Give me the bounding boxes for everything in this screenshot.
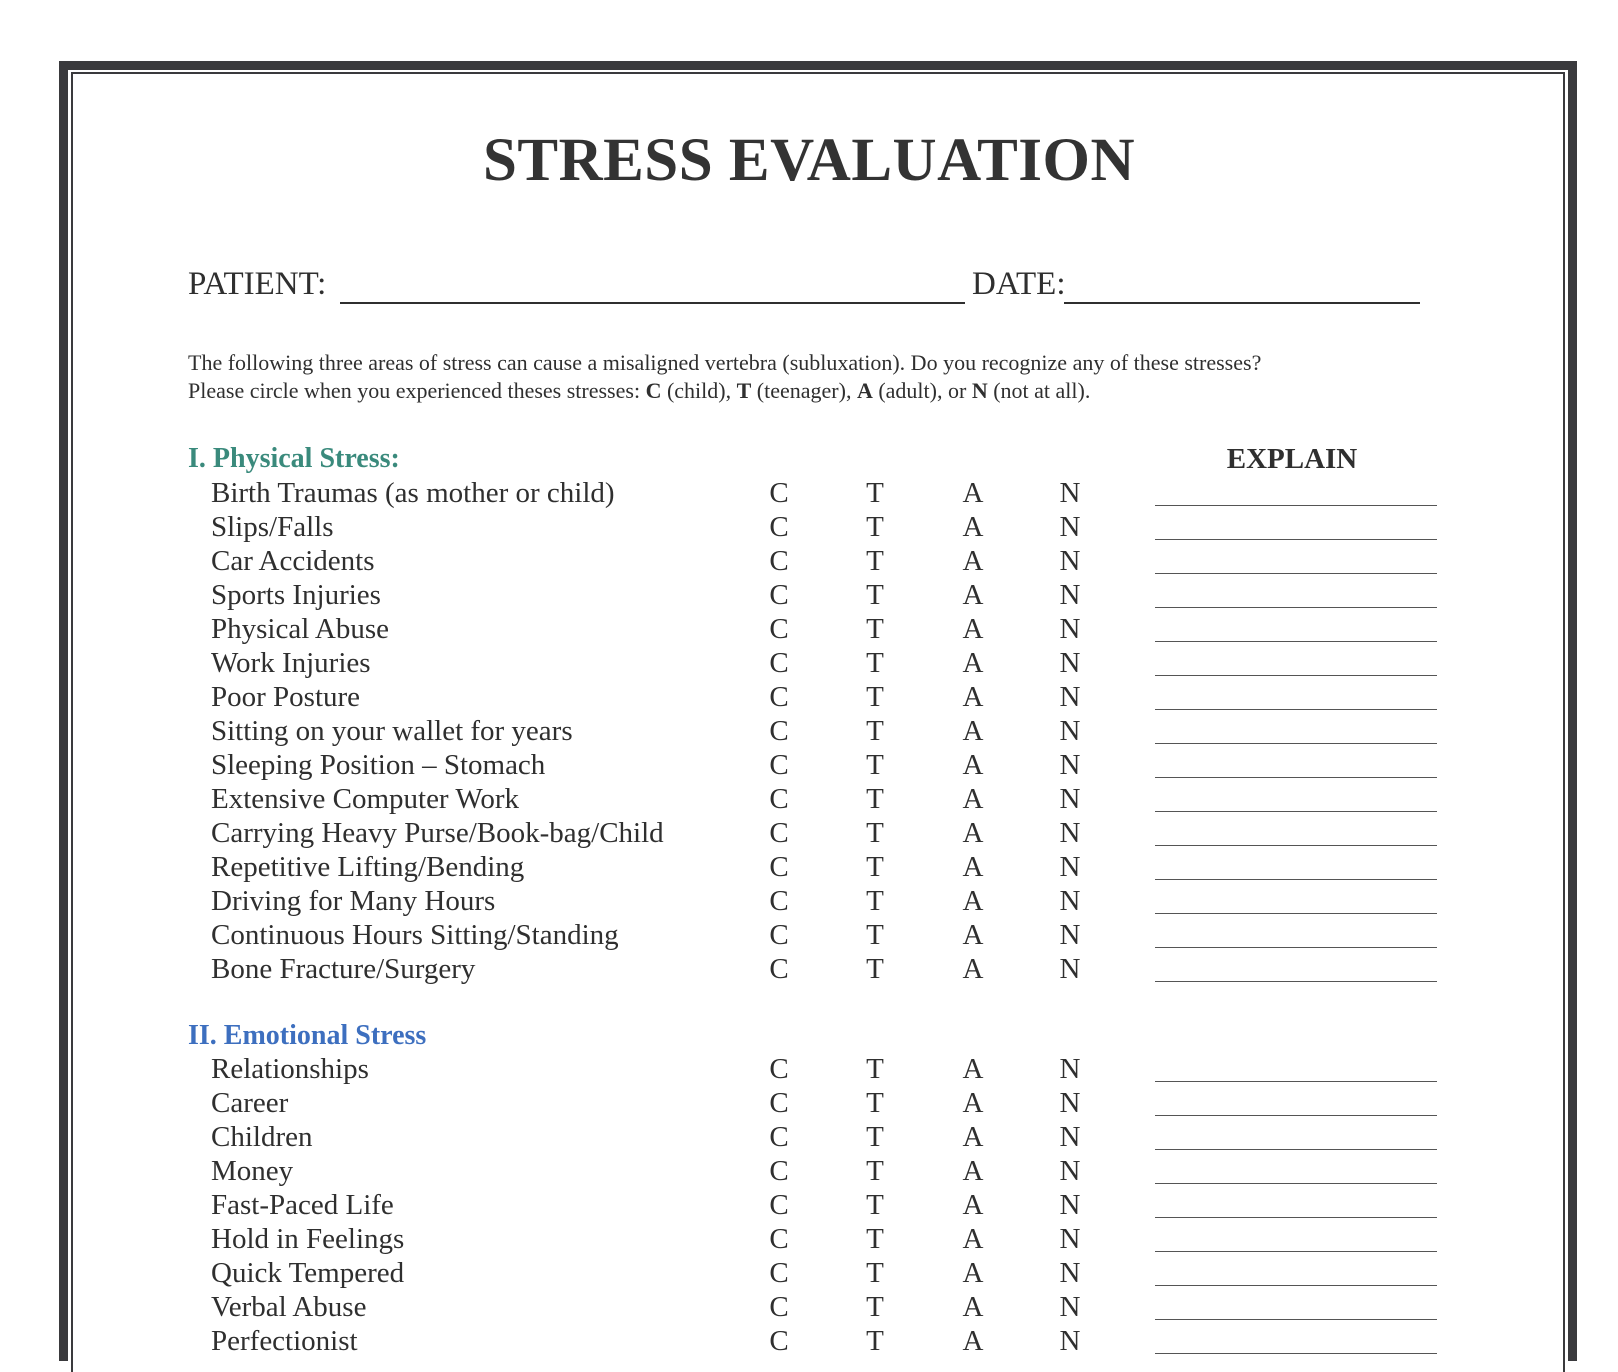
question-row bbox=[0, 884, 1618, 918]
explain-field[interactable] bbox=[1155, 913, 1437, 914]
option-adult[interactable]: A bbox=[962, 1325, 984, 1357]
option-adult[interactable]: A bbox=[962, 1121, 984, 1153]
question-label: Sitting on your wallet for years bbox=[211, 715, 573, 747]
question-label: Driving for Many Hours bbox=[211, 885, 496, 917]
question-label: Carrying Heavy Purse/Book-bag/Child bbox=[211, 817, 664, 849]
explain-field[interactable] bbox=[1155, 505, 1437, 506]
question-row bbox=[0, 1222, 1618, 1256]
explain-field[interactable] bbox=[1155, 1183, 1437, 1184]
option-teenager[interactable]: T bbox=[866, 919, 884, 951]
explain-field[interactable] bbox=[1155, 743, 1437, 744]
option-not-at-all[interactable]: N bbox=[1059, 1189, 1081, 1221]
option-not-at-all[interactable]: N bbox=[1059, 1155, 1081, 1187]
explain-field[interactable] bbox=[1155, 777, 1437, 778]
option-adult[interactable]: A bbox=[962, 1223, 984, 1255]
explain-field[interactable] bbox=[1155, 1081, 1437, 1082]
option-teenager[interactable]: T bbox=[866, 953, 884, 985]
option-child[interactable]: C bbox=[769, 851, 789, 883]
option-child[interactable]: C bbox=[769, 1189, 789, 1221]
option-child[interactable]: C bbox=[769, 817, 789, 849]
option-adult[interactable]: A bbox=[962, 681, 984, 713]
option-child[interactable]: C bbox=[769, 579, 789, 611]
option-adult[interactable]: A bbox=[962, 715, 984, 747]
option-child[interactable]: C bbox=[769, 953, 789, 985]
question-label: Money bbox=[211, 1155, 294, 1187]
option-not-at-all[interactable]: N bbox=[1059, 715, 1081, 747]
explain-field[interactable] bbox=[1155, 675, 1437, 676]
code-teen: T bbox=[736, 378, 752, 403]
option-teenager[interactable]: T bbox=[866, 477, 884, 509]
option-not-at-all[interactable]: N bbox=[1059, 817, 1081, 849]
explain-field[interactable] bbox=[1155, 1353, 1437, 1354]
option-teenager[interactable]: T bbox=[866, 1155, 884, 1187]
code-child-desc: (child), bbox=[661, 378, 737, 403]
option-adult[interactable]: A bbox=[962, 511, 984, 543]
option-adult[interactable]: A bbox=[962, 1257, 984, 1289]
option-child[interactable]: C bbox=[769, 1053, 789, 1085]
option-adult[interactable]: A bbox=[962, 1087, 984, 1119]
option-teenager[interactable]: T bbox=[866, 783, 884, 815]
option-child[interactable]: C bbox=[769, 1087, 789, 1119]
explain-field[interactable] bbox=[1155, 845, 1437, 846]
question-row bbox=[0, 748, 1618, 782]
option-not-at-all[interactable]: N bbox=[1059, 1291, 1081, 1323]
question-label: Slips/Falls bbox=[211, 511, 334, 543]
explain-header: EXPLAIN bbox=[1226, 443, 1358, 475]
question-row bbox=[0, 476, 1618, 510]
option-child[interactable]: C bbox=[769, 545, 789, 577]
option-child[interactable]: C bbox=[769, 477, 789, 509]
option-adult[interactable]: A bbox=[962, 919, 984, 951]
explain-field[interactable] bbox=[1155, 1217, 1437, 1218]
option-adult[interactable]: A bbox=[962, 885, 984, 917]
option-teenager[interactable]: T bbox=[866, 1325, 884, 1357]
explain-field[interactable] bbox=[1155, 981, 1437, 982]
section-physical-stress-title: I. Physical Stress: bbox=[188, 443, 400, 474]
option-teenager[interactable]: T bbox=[866, 1223, 884, 1255]
explain-field[interactable] bbox=[1155, 1115, 1437, 1116]
option-child[interactable]: C bbox=[769, 647, 789, 679]
question-row bbox=[0, 1052, 1618, 1086]
option-child[interactable]: C bbox=[769, 919, 789, 951]
option-adult[interactable]: A bbox=[962, 817, 984, 849]
option-child[interactable]: C bbox=[769, 1121, 789, 1153]
explain-field[interactable] bbox=[1155, 539, 1437, 540]
question-label: Repetitive Lifting/Bending bbox=[211, 851, 525, 883]
question-label: Perfectionist bbox=[211, 1325, 358, 1357]
option-adult[interactable]: A bbox=[962, 783, 984, 815]
patient-field[interactable] bbox=[340, 302, 965, 304]
question-label: Fast-Paced Life bbox=[211, 1189, 394, 1221]
option-child[interactable]: C bbox=[769, 1223, 789, 1255]
option-not-at-all[interactable]: N bbox=[1059, 1257, 1081, 1289]
patient-label: PATIENT: bbox=[188, 266, 327, 302]
question-row bbox=[0, 714, 1618, 748]
option-adult[interactable]: A bbox=[962, 953, 984, 985]
question-label: Physical Abuse bbox=[211, 613, 390, 645]
explain-field[interactable] bbox=[1155, 947, 1437, 948]
option-child[interactable]: C bbox=[769, 511, 789, 543]
option-not-at-all[interactable]: N bbox=[1059, 613, 1081, 645]
option-teenager[interactable]: T bbox=[866, 817, 884, 849]
question-row bbox=[0, 1154, 1618, 1188]
question-row bbox=[0, 782, 1618, 816]
question-row bbox=[0, 510, 1618, 544]
question-row bbox=[0, 850, 1618, 884]
question-label: Bone Fracture/Surgery bbox=[211, 953, 476, 985]
option-adult[interactable]: A bbox=[962, 579, 984, 611]
option-adult[interactable]: A bbox=[962, 1291, 984, 1323]
explain-field[interactable] bbox=[1155, 607, 1437, 608]
option-not-at-all[interactable]: N bbox=[1059, 579, 1081, 611]
question-label: Hold in Feelings bbox=[211, 1223, 405, 1255]
section-emotional-stress-title: II. Emotional Stress bbox=[188, 1020, 427, 1051]
question-row bbox=[0, 1324, 1618, 1358]
option-teenager[interactable]: T bbox=[866, 1053, 884, 1085]
explain-field[interactable] bbox=[1155, 709, 1437, 710]
instructions-prefix: Please circle when you experienced theses stresses: bbox=[188, 378, 646, 403]
option-teenager[interactable]: T bbox=[866, 681, 884, 713]
option-child[interactable]: C bbox=[769, 783, 789, 815]
option-adult[interactable]: A bbox=[962, 1189, 984, 1221]
question-label: Car Accidents bbox=[211, 545, 375, 577]
question-row bbox=[0, 680, 1618, 714]
option-adult[interactable]: A bbox=[962, 647, 984, 679]
question-row bbox=[0, 1086, 1618, 1120]
option-teenager[interactable]: T bbox=[866, 613, 884, 645]
option-not-at-all[interactable]: N bbox=[1059, 851, 1081, 883]
code-none: N bbox=[971, 378, 988, 403]
question-label: Birth Traumas (as mother or child) bbox=[211, 477, 615, 509]
option-not-at-all[interactable]: N bbox=[1059, 545, 1081, 577]
option-not-at-all[interactable]: N bbox=[1059, 1325, 1081, 1357]
option-child[interactable]: C bbox=[769, 715, 789, 747]
question-row bbox=[0, 612, 1618, 646]
option-teenager[interactable]: T bbox=[866, 647, 884, 679]
code-teen-desc: (teenager), bbox=[751, 378, 857, 403]
option-not-at-all[interactable]: N bbox=[1059, 1223, 1081, 1255]
option-adult[interactable]: A bbox=[962, 545, 984, 577]
question-row bbox=[0, 918, 1618, 952]
question-label: Poor Posture bbox=[211, 681, 361, 713]
question-row bbox=[0, 1290, 1618, 1324]
option-teenager[interactable]: T bbox=[866, 1257, 884, 1289]
explain-field[interactable] bbox=[1155, 1285, 1437, 1286]
code-child: C bbox=[645, 378, 662, 403]
option-not-at-all[interactable]: N bbox=[1059, 477, 1081, 509]
question-label: Work Injuries bbox=[211, 647, 371, 679]
option-not-at-all[interactable]: N bbox=[1059, 1087, 1081, 1119]
option-adult[interactable]: A bbox=[962, 1155, 984, 1187]
question-label: Children bbox=[211, 1121, 313, 1153]
option-teenager[interactable]: T bbox=[866, 579, 884, 611]
option-child[interactable]: C bbox=[769, 681, 789, 713]
option-adult[interactable]: A bbox=[962, 851, 984, 883]
instructions bbox=[188, 349, 1488, 405]
code-none-desc: (not at all). bbox=[987, 378, 1091, 403]
question-row bbox=[0, 816, 1618, 850]
option-adult[interactable]: A bbox=[962, 749, 984, 781]
option-not-at-all[interactable]: N bbox=[1059, 749, 1081, 781]
question-label: Quick Tempered bbox=[211, 1257, 405, 1289]
option-child[interactable]: C bbox=[769, 1325, 789, 1357]
option-teenager[interactable]: T bbox=[866, 1121, 884, 1153]
option-child[interactable]: C bbox=[769, 1291, 789, 1323]
form-title: STRESS EVALUATION bbox=[482, 127, 1136, 194]
question-label: Career bbox=[211, 1087, 289, 1119]
explain-field[interactable] bbox=[1155, 1319, 1437, 1320]
option-not-at-all[interactable]: N bbox=[1059, 511, 1081, 543]
option-not-at-all[interactable]: N bbox=[1059, 1121, 1081, 1153]
explain-field[interactable] bbox=[1155, 1149, 1437, 1150]
explain-field[interactable] bbox=[1155, 641, 1437, 642]
question-label: Verbal Abuse bbox=[211, 1291, 367, 1323]
explain-field[interactable] bbox=[1155, 573, 1437, 574]
option-not-at-all[interactable]: N bbox=[1059, 953, 1081, 985]
question-row bbox=[0, 578, 1618, 612]
question-label: Extensive Computer Work bbox=[211, 783, 520, 815]
option-teenager[interactable]: T bbox=[866, 749, 884, 781]
option-not-at-all[interactable]: N bbox=[1059, 681, 1081, 713]
question-label: Continuous Hours Sitting/Standing bbox=[211, 919, 619, 951]
option-teenager[interactable]: T bbox=[866, 851, 884, 883]
option-child[interactable]: C bbox=[769, 1155, 789, 1187]
option-adult[interactable]: A bbox=[962, 613, 984, 645]
question-label: Relationships bbox=[211, 1053, 369, 1085]
instructions-line-1: The following three areas of stress can cause a misaligned vertebra (subluxation). Do you recognize any of these stresses? bbox=[188, 350, 1262, 375]
question-row bbox=[0, 1120, 1618, 1154]
question-row bbox=[0, 646, 1618, 680]
question-label: Sleeping Position – Stomach bbox=[211, 749, 546, 781]
explain-field[interactable] bbox=[1155, 1251, 1437, 1252]
option-teenager[interactable]: T bbox=[866, 1189, 884, 1221]
option-adult[interactable]: A bbox=[962, 1053, 984, 1085]
option-not-at-all[interactable]: N bbox=[1059, 919, 1081, 951]
option-child[interactable]: C bbox=[769, 613, 789, 645]
option-adult[interactable]: A bbox=[962, 477, 984, 509]
question-label: Sports Injuries bbox=[211, 579, 381, 611]
option-teenager[interactable]: T bbox=[866, 545, 884, 577]
option-teenager[interactable]: T bbox=[866, 1087, 884, 1119]
question-row bbox=[0, 1256, 1618, 1290]
option-not-at-all[interactable]: N bbox=[1059, 885, 1081, 917]
instructions-line-2 bbox=[188, 377, 1488, 405]
date-label: DATE: bbox=[972, 266, 1066, 302]
explain-field[interactable] bbox=[1155, 879, 1437, 880]
code-adult-desc: (adult), or bbox=[872, 378, 972, 403]
explain-field[interactable] bbox=[1155, 811, 1437, 812]
option-teenager[interactable]: T bbox=[866, 1291, 884, 1323]
option-teenager[interactable]: T bbox=[866, 511, 884, 543]
option-child[interactable]: C bbox=[769, 885, 789, 917]
option-child[interactable]: C bbox=[769, 749, 789, 781]
option-child[interactable]: C bbox=[769, 1257, 789, 1289]
question-row bbox=[0, 952, 1618, 986]
option-teenager[interactable]: T bbox=[866, 885, 884, 917]
code-adult: A bbox=[856, 378, 873, 403]
question-row bbox=[0, 544, 1618, 578]
question-row bbox=[0, 1188, 1618, 1222]
option-teenager[interactable]: T bbox=[866, 715, 884, 747]
option-not-at-all[interactable]: N bbox=[1059, 783, 1081, 815]
option-not-at-all[interactable]: N bbox=[1059, 647, 1081, 679]
option-not-at-all[interactable]: N bbox=[1059, 1053, 1081, 1085]
date-field[interactable] bbox=[1064, 302, 1420, 304]
